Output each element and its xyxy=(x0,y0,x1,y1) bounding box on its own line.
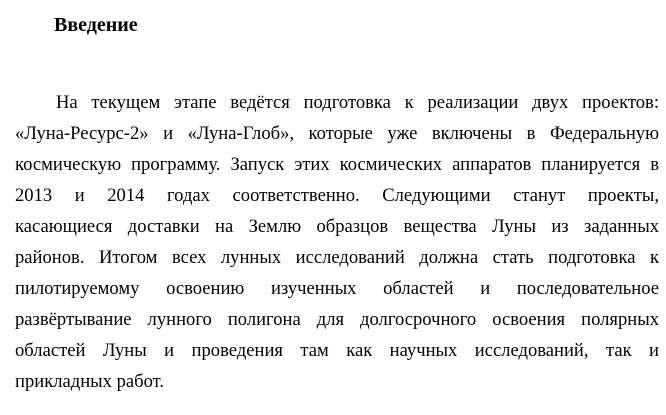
section-heading: Введение xyxy=(54,14,138,36)
paragraph-line: прикладных работ. xyxy=(15,371,165,392)
paragraph-line: пилотируемому освоению изученных областей и последовательное xyxy=(15,278,659,299)
body-paragraph xyxy=(15,87,659,397)
paragraph-line: На текущем этапе ведётся подготовка к реализации двух проектов: xyxy=(56,92,659,113)
paragraph-line: развёртывание лунного полигона для долгосрочного освоения полярных xyxy=(15,309,659,330)
paragraph-line: 2013 и 2014 годах соответственно. Следующими станут проекты, xyxy=(15,185,659,206)
paragraph-line: касающиеся доставки на Землю образцов вещества Луны из заданных xyxy=(15,216,659,237)
paragraph-line: районов. Итогом всех лунных исследований должна стать подготовка к xyxy=(15,247,659,268)
paragraph-line: «Луна-Ресурс-2» и «Луна-Глоб», которые уже включены в Федеральную xyxy=(15,123,659,144)
paragraph-line: областей Луны и проведения там как научных исследований, так и xyxy=(15,340,659,361)
paragraph-line: космическую программу. Запуск этих космических аппаратов планируется в xyxy=(15,154,659,175)
